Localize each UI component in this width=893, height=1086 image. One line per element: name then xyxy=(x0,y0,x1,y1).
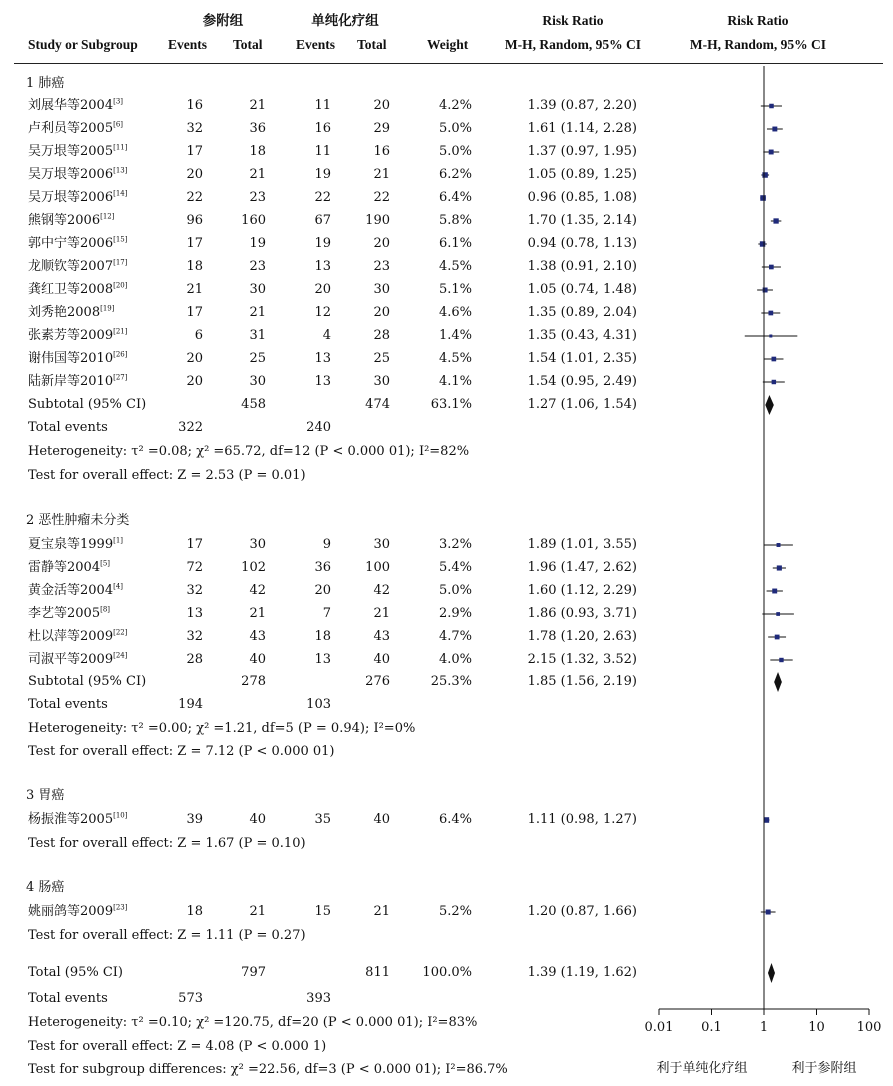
study-reference: [22] xyxy=(113,628,128,637)
study-label: 黄金活等2004 xyxy=(28,583,114,598)
total-control: 28 xyxy=(373,328,390,343)
study-label: 杜以萍等2009 xyxy=(28,629,114,644)
subgroup-title: 2 恶性肿瘤未分类 xyxy=(26,513,130,528)
events-treatment: 17 xyxy=(186,537,203,552)
risk-ratio-ci: 0.94 (0.78, 1.13) xyxy=(527,236,637,251)
header-rr-subtitle: M-H, Random, 95% CI xyxy=(504,37,642,52)
events-control: 12 xyxy=(314,305,331,320)
study-label: 李艺等2005 xyxy=(28,606,101,621)
header-plot-subtitle: M-H, Random, 95% CI xyxy=(689,37,827,52)
events-treatment: 18 xyxy=(186,259,203,274)
events-treatment: 20 xyxy=(186,351,203,366)
total-control: 21 xyxy=(373,904,390,919)
weight-value: 4.7% xyxy=(438,629,472,644)
total-total-treatment: 797 xyxy=(241,965,266,980)
subgroup-title: 3 胃癌 xyxy=(26,788,65,803)
events-control: 67 xyxy=(314,213,331,228)
risk-ratio-ci: 1.05 (0.74, 1.48) xyxy=(527,282,637,297)
grand-overall-effect-text: Test for overall effect: Z = 4.08 (P < 0.000 1) xyxy=(28,1039,327,1054)
events-treatment: 16 xyxy=(186,98,203,113)
study-reference: [11] xyxy=(113,143,128,152)
events-treatment: 6 xyxy=(194,328,203,343)
events-treatment: 17 xyxy=(186,144,203,159)
subtotal-weight: 25.3% xyxy=(430,674,472,689)
total-total-control: 811 xyxy=(365,965,390,980)
total-control: 30 xyxy=(373,374,390,389)
study-reference: [19] xyxy=(100,304,115,313)
total-treatment: 36 xyxy=(249,121,266,136)
events-control: 18 xyxy=(314,629,331,644)
risk-ratio-ci: 1.60 (1.12, 2.29) xyxy=(527,583,637,598)
events-treatment: 17 xyxy=(186,236,203,251)
total-events-control: 240 xyxy=(306,420,331,435)
subtotal-weight: 63.1% xyxy=(430,397,472,412)
study-label: 刘秀艳2008 xyxy=(28,305,101,320)
study-reference: [10] xyxy=(113,811,128,820)
events-control: 20 xyxy=(314,282,331,297)
subtotal-diamond xyxy=(774,672,782,692)
overall-effect-text: Test for overall effect: Z = 7.12 (P < 0.000 01) xyxy=(28,744,335,759)
subtotal-diamond xyxy=(765,395,774,415)
events-control: 7 xyxy=(322,606,331,621)
events-control: 11 xyxy=(314,98,331,113)
x-tick-label: 0.01 xyxy=(644,1020,674,1035)
total-treatment: 31 xyxy=(249,328,266,343)
total-control: 30 xyxy=(373,282,390,297)
x-tick-label: 1 xyxy=(759,1020,769,1035)
total-control: 43 xyxy=(373,629,390,644)
risk-ratio-ci: 1.86 (0.93, 3.71) xyxy=(527,606,637,621)
study-reference: [6] xyxy=(113,120,124,129)
study-label: 姚丽鸽等2009 xyxy=(28,904,114,919)
total-treatment: 160 xyxy=(241,213,266,228)
risk-ratio-ci: 1.20 (0.87, 1.66) xyxy=(527,904,637,919)
study-reference: [14] xyxy=(113,189,128,198)
x-tick-label: 10 xyxy=(808,1020,825,1035)
grand-total-events-label: Total events xyxy=(28,991,108,1006)
header-rr-title: Risk Ratio xyxy=(542,13,604,28)
overall-effect-text: Test for overall effect: Z = 2.53 (P = 0.01) xyxy=(28,468,306,483)
events-control: 9 xyxy=(322,537,331,552)
weight-value: 5.1% xyxy=(438,282,472,297)
effect-square xyxy=(768,311,773,316)
study-label: 雷静等2004 xyxy=(28,560,101,575)
study-label: 杨振淮等2005 xyxy=(28,812,114,827)
study-reference: [4] xyxy=(113,582,124,591)
total-control: 42 xyxy=(373,583,390,598)
subtotal-ci: 1.27 (1.06, 1.54) xyxy=(527,397,637,412)
risk-ratio-ci: 1.35 (0.89, 2.04) xyxy=(527,305,637,320)
weight-value: 4.0% xyxy=(438,652,472,667)
subtotal-total-control: 276 xyxy=(365,674,390,689)
events-treatment: 18 xyxy=(186,904,203,919)
grand-total-events-control: 393 xyxy=(306,991,331,1006)
events-control: 19 xyxy=(314,167,331,182)
weight-value: 3.2% xyxy=(438,537,472,552)
total-treatment: 23 xyxy=(249,190,266,205)
total-treatment: 43 xyxy=(249,629,266,644)
total-treatment: 21 xyxy=(249,167,266,182)
total-control: 20 xyxy=(373,98,390,113)
effect-square xyxy=(772,380,776,384)
header-plot-title: Risk Ratio xyxy=(727,13,789,28)
total-treatment: 21 xyxy=(249,606,266,621)
study-label: 熊钢等2006 xyxy=(28,213,101,228)
effect-square xyxy=(760,195,766,201)
total-treatment: 21 xyxy=(249,305,266,320)
favours-left-label: 利于单纯化疗组 xyxy=(656,1061,748,1076)
events-control: 35 xyxy=(314,812,331,827)
grand-heterogeneity-text: Heterogeneity: τ² =0.10; χ² =120.75, df=20 (P < 0.000 01); I²=83% xyxy=(28,1015,478,1030)
total-treatment: 40 xyxy=(249,812,266,827)
total-treatment: 21 xyxy=(249,98,266,113)
study-reference: [24] xyxy=(113,651,128,660)
study-label: 陆新岸等2010 xyxy=(28,374,114,389)
weight-value: 6.1% xyxy=(438,236,472,251)
total-control: 16 xyxy=(373,144,390,159)
events-treatment: 21 xyxy=(186,282,203,297)
study-label: 吴万垠等2006 xyxy=(28,190,114,205)
weight-value: 5.4% xyxy=(438,560,472,575)
events-control: 11 xyxy=(314,144,331,159)
total-control: 22 xyxy=(373,190,390,205)
events-control: 4 xyxy=(322,328,331,343)
total-events-label: Total events xyxy=(28,697,108,712)
effect-square xyxy=(763,288,768,293)
effect-square xyxy=(777,543,781,547)
study-label: 张素芳等2009 xyxy=(28,328,114,343)
effect-square xyxy=(769,265,774,270)
risk-ratio-ci: 1.89 (1.01, 3.55) xyxy=(527,537,637,552)
subtotal-total-treatment: 278 xyxy=(241,674,266,689)
risk-ratio-ci: 1.54 (0.95, 2.49) xyxy=(527,374,637,389)
total-treatment: 25 xyxy=(249,351,266,366)
events-control: 13 xyxy=(314,652,331,667)
events-treatment: 20 xyxy=(186,374,203,389)
weight-value: 4.5% xyxy=(438,351,472,366)
study-label: 吴万垠等2006 xyxy=(28,167,114,182)
x-tick-label: 100 xyxy=(856,1020,882,1035)
effect-square xyxy=(769,150,774,155)
events-treatment: 32 xyxy=(186,583,203,598)
study-reference: [26] xyxy=(113,350,128,359)
risk-ratio-ci: 1.35 (0.43, 4.31) xyxy=(527,328,637,343)
events-control: 19 xyxy=(314,236,331,251)
study-reference: [3] xyxy=(113,97,124,106)
effect-square xyxy=(769,104,774,109)
events-treatment: 20 xyxy=(186,167,203,182)
weight-value: 6.4% xyxy=(438,812,472,827)
total-control: 20 xyxy=(373,236,390,251)
study-reference: [27] xyxy=(113,373,128,382)
risk-ratio-ci: 1.96 (1.47, 2.62) xyxy=(527,560,637,575)
heterogeneity-text: Heterogeneity: τ² =0.00; χ² =1.21, df=5 (P = 0.94); I²=0% xyxy=(28,721,416,736)
study-label: 刘展华等2004 xyxy=(28,98,114,113)
study-label: 吴万垠等2005 xyxy=(28,144,114,159)
effect-square xyxy=(766,909,771,914)
events-treatment: 22 xyxy=(186,190,203,205)
risk-ratio-ci: 1.70 (1.35, 2.14) xyxy=(527,213,637,228)
subgroup-title: 4 肠癌 xyxy=(26,880,65,895)
total-treatment: 18 xyxy=(249,144,266,159)
weight-value: 5.8% xyxy=(438,213,472,228)
header-weight: Weight xyxy=(427,37,469,52)
study-reference: [23] xyxy=(113,903,128,912)
risk-ratio-ci: 1.38 (0.91, 2.10) xyxy=(527,259,637,274)
risk-ratio-ci: 1.54 (1.01, 2.35) xyxy=(527,351,637,366)
risk-ratio-ci: 1.05 (0.89, 1.25) xyxy=(527,167,637,182)
header-total-control: Total xyxy=(357,37,387,52)
study-label: 司淑平等2009 xyxy=(28,652,114,667)
weight-value: 4.5% xyxy=(438,259,472,274)
grand-total-events-treatment: 573 xyxy=(178,991,203,1006)
risk-ratio-ci: 2.15 (1.32, 3.52) xyxy=(527,652,637,667)
header-group-treatment: 参附组 xyxy=(202,13,244,28)
overall-effect-text: Test for overall effect: Z = 1.67 (P = 0.10) xyxy=(28,836,306,851)
effect-square xyxy=(775,635,780,640)
weight-value: 4.2% xyxy=(438,98,472,113)
events-control: 16 xyxy=(314,121,331,136)
weight-value: 6.4% xyxy=(438,190,472,205)
events-control: 13 xyxy=(314,259,331,274)
subgroup-difference-text: Test for subgroup differences: χ² =22.56, df=3 (P < 0.000 01); I²=86.7% xyxy=(28,1062,508,1077)
events-treatment: 13 xyxy=(186,606,203,621)
study-reference: [12] xyxy=(100,212,115,221)
total-control: 40 xyxy=(373,652,390,667)
total-events-treatment: 194 xyxy=(178,697,203,712)
header-events-control: Events xyxy=(296,37,336,52)
total-treatment: 102 xyxy=(241,560,266,575)
overall-effect-text: Test for overall effect: Z = 1.11 (P = 0.27) xyxy=(28,928,306,943)
events-control: 13 xyxy=(314,351,331,366)
header-group-control: 单纯化疗组 xyxy=(311,13,379,28)
study-label: 卢利员等2005 xyxy=(28,121,114,136)
total-control: 30 xyxy=(373,537,390,552)
total-diamond xyxy=(768,963,775,983)
subtotal-total-control: 474 xyxy=(365,397,390,412)
header-total-treatment: Total xyxy=(233,37,263,52)
total-control: 190 xyxy=(365,213,390,228)
effect-square xyxy=(773,218,778,223)
subtotal-label: Subtotal (95% CI) xyxy=(28,674,147,689)
total-control: 21 xyxy=(373,606,390,621)
total-control: 29 xyxy=(373,121,390,136)
effect-square xyxy=(762,172,767,177)
subgroup-title: 1 肺癌 xyxy=(26,76,65,91)
events-treatment: 17 xyxy=(186,305,203,320)
total-treatment: 23 xyxy=(249,259,266,274)
total-control: 40 xyxy=(373,812,390,827)
risk-ratio-ci: 1.78 (1.20, 2.63) xyxy=(527,629,637,644)
study-label: 龙顺钦等2007 xyxy=(28,259,114,274)
effect-square xyxy=(772,357,777,362)
total-control: 100 xyxy=(365,560,390,575)
events-control: 22 xyxy=(314,190,331,205)
effect-square xyxy=(776,612,780,616)
total-control: 23 xyxy=(373,259,390,274)
total-label: Total (95% CI) xyxy=(28,965,124,980)
total-treatment: 42 xyxy=(249,583,266,598)
study-label: 夏宝泉等1999 xyxy=(28,537,114,552)
weight-value: 1.4% xyxy=(438,328,472,343)
effect-square xyxy=(772,127,777,132)
heterogeneity-text: Heterogeneity: τ² =0.08; χ² =65.72, df=12 (P < 0.000 01); I²=82% xyxy=(28,444,470,459)
risk-ratio-ci: 1.39 (0.87, 2.20) xyxy=(527,98,637,113)
subtotal-label: Subtotal (95% CI) xyxy=(28,397,147,412)
total-weight: 100.0% xyxy=(422,965,472,980)
study-label: 郭中宁等2006 xyxy=(28,236,114,251)
weight-value: 5.0% xyxy=(438,144,472,159)
study-reference: [21] xyxy=(113,327,128,336)
study-reference: [13] xyxy=(113,166,128,175)
weight-value: 2.9% xyxy=(438,606,472,621)
total-control: 25 xyxy=(373,351,390,366)
risk-ratio-ci: 1.37 (0.97, 1.95) xyxy=(527,144,637,159)
header-events-treatment: Events xyxy=(168,37,208,52)
total-treatment: 21 xyxy=(249,904,266,919)
total-treatment: 19 xyxy=(249,236,266,251)
weight-value: 5.0% xyxy=(438,583,472,598)
events-control: 13 xyxy=(314,374,331,389)
weight-value: 5.2% xyxy=(438,904,472,919)
total-control: 20 xyxy=(373,305,390,320)
total-events-treatment: 322 xyxy=(178,420,203,435)
weight-value: 6.2% xyxy=(438,167,472,182)
total-treatment: 30 xyxy=(249,282,266,297)
x-tick-label: 0.1 xyxy=(701,1020,722,1035)
total-treatment: 40 xyxy=(249,652,266,667)
effect-square xyxy=(769,335,772,338)
effect-square xyxy=(772,589,777,594)
weight-value: 4.6% xyxy=(438,305,472,320)
events-control: 20 xyxy=(314,583,331,598)
total-control: 21 xyxy=(373,167,390,182)
events-treatment: 28 xyxy=(186,652,203,667)
study-reference: [5] xyxy=(100,559,111,568)
risk-ratio-ci: 0.96 (0.85, 1.08) xyxy=(527,190,637,205)
total-treatment: 30 xyxy=(249,537,266,552)
effect-square xyxy=(777,565,782,570)
total-treatment: 30 xyxy=(249,374,266,389)
effect-square xyxy=(779,658,783,662)
study-label: 龚红卫等2008 xyxy=(28,282,114,297)
study-reference: [15] xyxy=(113,235,128,244)
total-events-control: 103 xyxy=(306,697,331,712)
events-treatment: 72 xyxy=(186,560,203,575)
events-treatment: 32 xyxy=(186,629,203,644)
total-ci: 1.39 (1.19, 1.62) xyxy=(527,965,637,980)
events-treatment: 32 xyxy=(186,121,203,136)
events-treatment: 39 xyxy=(186,812,203,827)
study-reference: [1] xyxy=(113,536,124,545)
study-label: 谢伟国等2010 xyxy=(28,351,114,366)
subtotal-ci: 1.85 (1.56, 2.19) xyxy=(527,674,637,689)
risk-ratio-ci: 1.11 (0.98, 1.27) xyxy=(527,812,637,827)
subtotal-total-treatment: 458 xyxy=(241,397,266,412)
events-control: 15 xyxy=(314,904,331,919)
study-reference: [17] xyxy=(113,258,128,267)
study-reference: [8] xyxy=(100,605,111,614)
favours-right-label: 利于参附组 xyxy=(791,1061,857,1076)
weight-value: 5.0% xyxy=(438,121,472,136)
weight-value: 4.1% xyxy=(438,374,472,389)
events-treatment: 96 xyxy=(186,213,203,228)
study-reference: [20] xyxy=(113,281,128,290)
total-events-label: Total events xyxy=(28,420,108,435)
risk-ratio-ci: 1.61 (1.14, 2.28) xyxy=(527,121,637,136)
header-study: Study or Subgroup xyxy=(28,37,138,52)
events-control: 36 xyxy=(314,560,331,575)
